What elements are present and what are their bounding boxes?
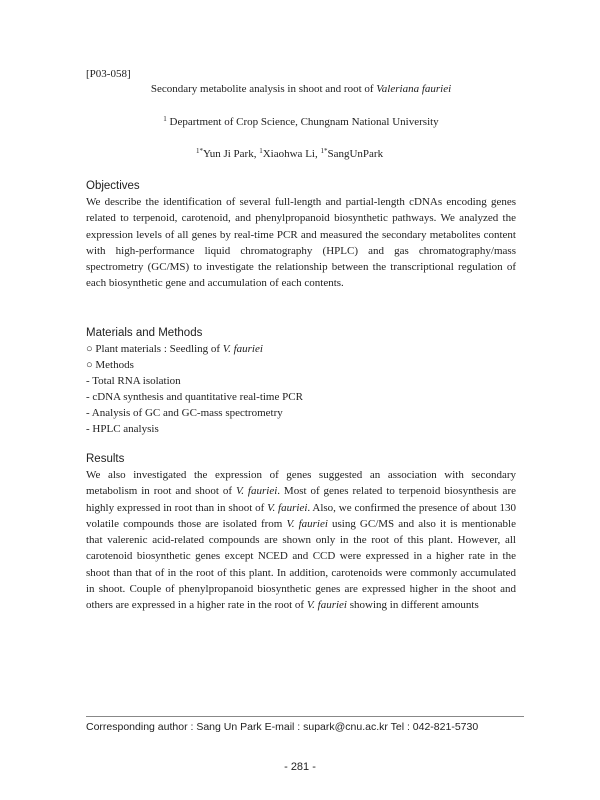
results-text: using GC/MS and also it is mentionable that valerenic acid-related compounds are shown only in the root of this plant. However, all carotenoid biosynthetic genes except NCED and CCD were expressed in a higher rate in the shoot than that of in the root of this plant. In addition, carotenoids were commonly accumulated in shoot. Couple of phenylpropanoid biosynthetic genes are expressed higher in the shoot and others are expressed in a higher rate in the root of	[86, 517, 516, 612]
paper-title	[86, 81, 516, 97]
author-mark: 1*	[320, 147, 328, 155]
methods-list	[86, 341, 516, 437]
results-species: V. fauriei	[267, 501, 308, 514]
affiliation-text: Department of Crop Science, Chungnam National University	[166, 116, 439, 128]
page-number: - 281 -	[284, 761, 316, 773]
results-text: . Also, we confirmed the presence of about 130 volatile compounds those are isolated from	[86, 501, 516, 530]
methods-item-text: ○ Plant materials : Seedling of	[86, 343, 223, 355]
title-species: Valeriana fauriei	[376, 83, 452, 95]
affiliation-mark: 1	[163, 115, 167, 123]
methods-step: - cDNA synthesis and quantitative real-time PCR	[86, 391, 303, 403]
results-species: V. fauriei	[235, 485, 278, 498]
correspondence-note: Corresponding author : Sang Un Park E-mail : supark@cnu.ac.kr Tel : 042-821-5730	[86, 721, 479, 733]
objectives-heading: Objectives	[86, 180, 140, 192]
methods-item-methods: ○ Methods	[86, 359, 134, 371]
author-mark: 1*	[196, 147, 203, 155]
results-text: showing in different amounts	[346, 599, 479, 612]
methods-step: - Analysis of GC and GC-mass spectrometry	[86, 407, 283, 419]
results-text: We also investigated the expression of genes suggested an association with secondary metabolism in root and shoot of	[86, 469, 516, 498]
results-species: V. fauriei	[286, 517, 328, 530]
author-name: SangUnPark	[327, 148, 384, 160]
author-name: Yun Ji Park,	[203, 148, 260, 160]
results-paragraph	[86, 467, 516, 614]
results-heading: Results	[86, 453, 125, 465]
results-species: V. fauriei	[306, 599, 347, 612]
author-list	[196, 146, 526, 162]
paper-code: [P03-058]	[86, 68, 131, 80]
author-mark: 1	[259, 147, 263, 155]
methods-item-plant-materials	[86, 341, 516, 357]
author-name: Xiaohwa Li,	[262, 148, 321, 160]
methods-step: - Total RNA isolation	[86, 375, 181, 387]
title-text: Secondary metabolite analysis in shoot and root of	[150, 83, 377, 95]
methods-heading: Materials and Methods	[86, 327, 203, 339]
methods-step: - HPLC analysis	[86, 423, 159, 435]
affiliation	[86, 114, 516, 130]
methods-item-species: V. fauriei	[222, 343, 263, 355]
results-text: . Most of genes related to terpenoid biosynthesis are highly expressed in root than in shoot of	[86, 485, 516, 514]
objectives-paragraph: We describe the identification of several full-length and partial-length cDNAs encoding genes related to terpenoid, carotenoid, and phenylpropanoid biosynthetic pathways. We analyzed the expression levels of all genes by real-time PCR and measured the secondary metabolites content with high-performance liquid chromatography (HPLC) and gas chromatography/mass spectrometry (GC/MS) to investigate the relationship between the transcriptional regulation of each biosynthetic gene and accumulation of each contents.	[86, 196, 516, 290]
footnote-divider	[86, 716, 524, 717]
